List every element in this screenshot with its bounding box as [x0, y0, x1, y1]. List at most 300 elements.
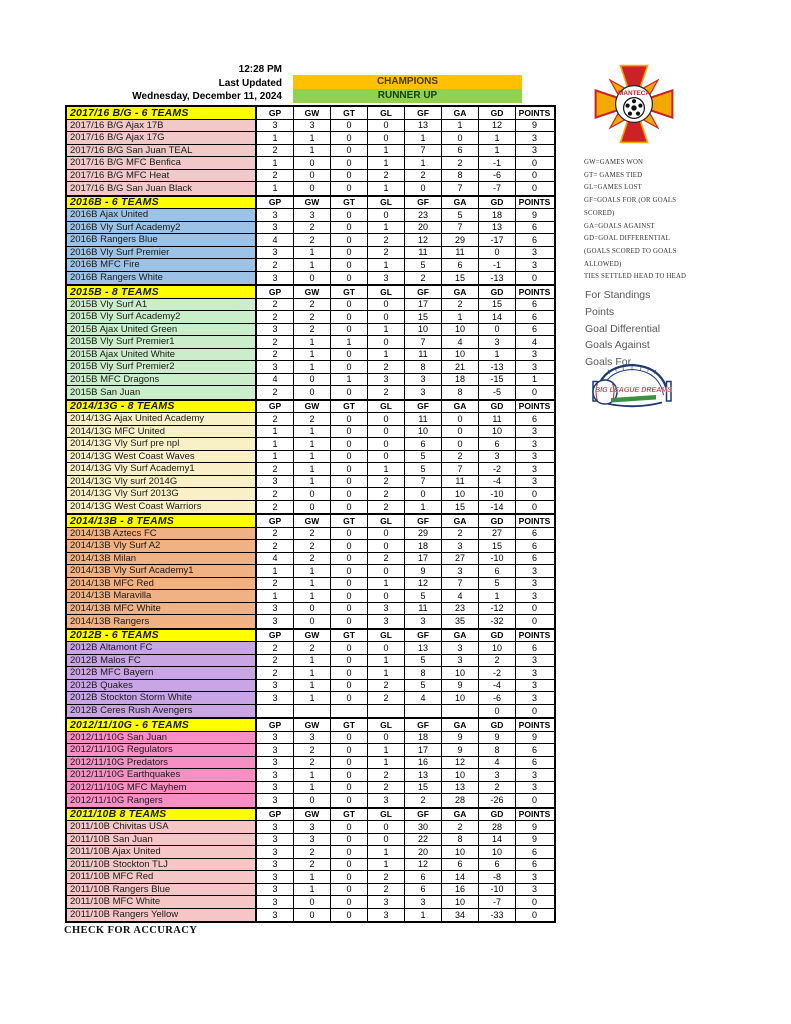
- updated-date: Wednesday, December 11, 2024: [132, 91, 282, 102]
- stat-cell: 0: [331, 528, 368, 540]
- team-name-cell: 2011/10B Ajax United: [67, 846, 257, 858]
- stat-cell: 2: [368, 361, 405, 373]
- stat-cell: -13: [479, 361, 516, 373]
- stat-cell: 10: [442, 846, 479, 858]
- stat-cell: 2: [294, 540, 331, 552]
- stat-cell: 0: [331, 222, 368, 234]
- stat-cell: 1: [294, 871, 331, 883]
- stat-cell: 0: [516, 501, 553, 514]
- legend-line: TIES SETTLED HEAD TO HEAD: [584, 273, 687, 281]
- stat-cell: 28: [479, 821, 516, 833]
- stat-cell: 0: [368, 821, 405, 833]
- division-title: 2012B - 6 TEAMS: [67, 630, 257, 642]
- stat-cell: 1: [294, 247, 331, 259]
- division-header-row: [67, 107, 554, 120]
- stat-cell: 0: [331, 451, 368, 463]
- team-row: [67, 846, 554, 859]
- stat-cell: -1: [479, 259, 516, 271]
- criteria-line: Goals Against: [585, 339, 650, 352]
- team-name-cell: 2011/10B MFC White: [67, 896, 257, 908]
- stat-cell: 10: [442, 349, 479, 361]
- column-header: GT: [331, 719, 368, 731]
- division-header-row: [67, 401, 554, 414]
- stat-cell: 16: [405, 757, 442, 769]
- stat-cell: 1: [368, 259, 405, 271]
- team-row: [67, 578, 554, 591]
- column-header: GW: [294, 719, 331, 731]
- stat-cell: 2: [405, 794, 442, 807]
- team-row: [67, 463, 554, 476]
- stat-cell: 2: [257, 578, 294, 590]
- team-row: [67, 234, 554, 247]
- team-row: [67, 744, 554, 757]
- stat-cell: -6: [479, 170, 516, 182]
- stat-cell: 29: [442, 234, 479, 246]
- column-header: GA: [442, 515, 479, 527]
- column-header: GP: [257, 107, 294, 119]
- column-header: GD: [479, 107, 516, 119]
- team-name-cell: 2017/16 B/G San Juan TEAL: [67, 145, 257, 157]
- stat-cell: 6: [479, 438, 516, 450]
- stat-cell: 9: [442, 680, 479, 692]
- team-name-cell: 2014/13B Milan: [67, 553, 257, 565]
- stat-cell: 9: [516, 120, 553, 132]
- stat-cell: 1: [294, 132, 331, 144]
- stat-cell: 2: [257, 642, 294, 654]
- stat-cell: 1: [294, 438, 331, 450]
- stat-cell: 0: [368, 209, 405, 221]
- stat-cell: 0: [368, 132, 405, 144]
- stat-cell: 1: [368, 655, 405, 667]
- team-name-cell: 2014/13G West Coast Warriors: [67, 501, 257, 514]
- stat-cell: 6: [516, 311, 553, 323]
- stat-cell: 2: [368, 488, 405, 500]
- stat-cell: 6: [516, 859, 553, 871]
- stat-cell: 3: [479, 451, 516, 463]
- stat-cell: 1: [405, 909, 442, 922]
- stat-cell: 5: [479, 578, 516, 590]
- column-header: GW: [294, 197, 331, 209]
- stat-cell: 5: [405, 655, 442, 667]
- stat-cell: 0: [294, 374, 331, 386]
- stat-cell: 10: [442, 488, 479, 500]
- stat-cell: 2: [294, 642, 331, 654]
- stat-cell: 6: [479, 565, 516, 577]
- stat-cell: 0: [368, 642, 405, 654]
- stat-cell: -26: [479, 794, 516, 807]
- team-row: [67, 782, 554, 795]
- stat-cell: 2: [294, 553, 331, 565]
- stat-cell: 2: [479, 655, 516, 667]
- team-row: [67, 120, 554, 133]
- team-name-cell: 2014/13G West Coast Waves: [67, 451, 257, 463]
- stat-cell: 1: [368, 578, 405, 590]
- stat-cell: 2: [368, 782, 405, 794]
- division-section: [65, 717, 556, 809]
- column-header: POINTS: [516, 401, 553, 413]
- stat-cell: 2: [294, 757, 331, 769]
- stat-cell: 3: [257, 361, 294, 373]
- stat-cell: 3: [294, 834, 331, 846]
- stat-cell: 4: [405, 692, 442, 704]
- stat-cell: 1: [405, 132, 442, 144]
- division-header-row: [67, 286, 554, 299]
- stat-cell: 4: [257, 374, 294, 386]
- stat-cell: 7: [405, 336, 442, 348]
- team-name-cell: 2012/11/10G Regulators: [67, 744, 257, 756]
- stat-cell: 1: [294, 349, 331, 361]
- team-row: [67, 361, 554, 374]
- stat-cell: 0: [368, 528, 405, 540]
- team-row: [67, 692, 554, 705]
- stat-cell: 3: [257, 324, 294, 336]
- stat-cell: 1: [294, 667, 331, 679]
- stat-cell: 0: [294, 603, 331, 615]
- stat-cell: 2: [257, 170, 294, 182]
- stat-cell: 0: [516, 182, 553, 195]
- stat-cell: 2: [368, 871, 405, 883]
- stat-cell: 0: [331, 578, 368, 590]
- stat-cell: 8: [405, 667, 442, 679]
- column-header: GP: [257, 197, 294, 209]
- stat-cell: 13: [405, 642, 442, 654]
- stat-cell: 15: [479, 299, 516, 311]
- stat-cell: 3: [257, 896, 294, 908]
- manteca-crest-logo: [594, 64, 674, 144]
- stat-cell: 11: [405, 603, 442, 615]
- stat-cell: 3: [294, 732, 331, 744]
- team-name-cell: 2016B Ajax United: [67, 209, 257, 221]
- stat-cell: 10: [442, 896, 479, 908]
- stat-cell: 0: [331, 145, 368, 157]
- stat-cell: 0: [331, 757, 368, 769]
- column-header: GF: [405, 719, 442, 731]
- team-name-cell: 2012B Altamont FC: [67, 642, 257, 654]
- team-row: [67, 209, 554, 222]
- column-header: POINTS: [516, 515, 553, 527]
- stat-cell: 0: [368, 540, 405, 552]
- column-header: POINTS: [516, 107, 553, 119]
- stat-cell: 3: [516, 451, 553, 463]
- team-row: [67, 565, 554, 578]
- stat-cell: 6: [405, 884, 442, 896]
- team-name-cell: 2016B Rangers White: [67, 272, 257, 285]
- stat-cell: 0: [294, 488, 331, 500]
- stat-cell: 2: [257, 259, 294, 271]
- column-header: GL: [368, 809, 405, 821]
- stat-cell: 1: [368, 222, 405, 234]
- column-header: GW: [294, 401, 331, 413]
- team-name-cell: 2014/13B Vly Surf A2: [67, 540, 257, 552]
- division-title: 2014/13B - 8 TEAMS: [67, 515, 257, 527]
- soccer-ball-icon: [624, 98, 645, 119]
- stat-cell: 11: [405, 349, 442, 361]
- stat-cell: 11: [405, 247, 442, 259]
- stat-cell: 3: [516, 426, 553, 438]
- stat-cell: 0: [331, 182, 368, 195]
- stat-cell: 0: [331, 259, 368, 271]
- stat-cell: 11: [442, 476, 479, 488]
- stat-cell: 1: [368, 744, 405, 756]
- column-header: GF: [405, 809, 442, 821]
- stat-cell: 1: [479, 145, 516, 157]
- stat-cell: 0: [331, 769, 368, 781]
- stat-cell: 13: [405, 769, 442, 781]
- stat-cell: 0: [368, 426, 405, 438]
- team-name-cell: 2015B Vly Surf Premier2: [67, 361, 257, 373]
- team-row: [67, 655, 554, 668]
- stat-cell: 2: [294, 744, 331, 756]
- stat-cell: 3: [257, 615, 294, 628]
- stat-cell: 3: [516, 692, 553, 704]
- stat-cell: 3: [516, 578, 553, 590]
- team-row: [67, 553, 554, 566]
- stat-cell: 0: [294, 896, 331, 908]
- team-name-cell: 2015B Vly Surf Premier1: [67, 336, 257, 348]
- stat-cell: 0: [331, 361, 368, 373]
- stat-cell: 2: [405, 272, 442, 285]
- team-row: [67, 247, 554, 260]
- column-header: GP: [257, 809, 294, 821]
- column-header: GD: [479, 197, 516, 209]
- stat-cell: 1: [294, 463, 331, 475]
- team-name-cell: 2015B Ajax United White: [67, 349, 257, 361]
- column-header: GT: [331, 630, 368, 642]
- stat-cell: 2: [368, 692, 405, 704]
- team-row: [67, 680, 554, 693]
- stat-cell: 2: [442, 157, 479, 169]
- team-row: [67, 603, 554, 616]
- team-row: [67, 311, 554, 324]
- stat-cell: 8: [442, 834, 479, 846]
- stat-cell: 0: [442, 426, 479, 438]
- division-header-row: [67, 515, 554, 528]
- stat-cell: 20: [405, 222, 442, 234]
- stat-cell: 6: [479, 859, 516, 871]
- team-row: [67, 299, 554, 312]
- stat-cell: [368, 705, 405, 718]
- team-name-cell: 2011/10B Rangers Blue: [67, 884, 257, 896]
- stat-cell: -14: [479, 501, 516, 514]
- stat-cell: 3: [516, 259, 553, 271]
- stat-cell: 1: [516, 374, 553, 386]
- stat-cell: 8: [405, 361, 442, 373]
- column-header: GT: [331, 286, 368, 298]
- stat-cell: 0: [331, 324, 368, 336]
- team-name-cell: 2016B Vly Surf Premier: [67, 247, 257, 259]
- column-header: GW: [294, 630, 331, 642]
- team-name-cell: 2014/13B Rangers: [67, 615, 257, 628]
- stat-cell: 2: [368, 501, 405, 514]
- stat-cell: 2: [405, 170, 442, 182]
- stat-cell: 3: [368, 615, 405, 628]
- stat-cell: 0: [331, 299, 368, 311]
- stat-cell: 2: [368, 680, 405, 692]
- stat-cell: 17: [405, 553, 442, 565]
- stat-cell: 0: [331, 170, 368, 182]
- division-section: [65, 195, 556, 287]
- team-name-cell: 2011/10B MFC Red: [67, 871, 257, 883]
- stat-cell: 3: [257, 692, 294, 704]
- legend-line: GA=GOALS AGAINST: [584, 222, 655, 230]
- stat-cell: 1: [294, 782, 331, 794]
- stat-cell: 0: [331, 413, 368, 425]
- column-header: GF: [405, 107, 442, 119]
- stat-cell: 6: [516, 528, 553, 540]
- stat-cell: 0: [294, 182, 331, 195]
- stat-cell: 16: [442, 884, 479, 896]
- stat-cell: 0: [442, 413, 479, 425]
- stat-cell: 1: [442, 311, 479, 323]
- team-name-cell: 2011/10B Rangers Yellow: [67, 909, 257, 922]
- stat-cell: 1: [294, 565, 331, 577]
- column-header: POINTS: [516, 630, 553, 642]
- stat-cell: 5: [405, 259, 442, 271]
- stat-cell: 1: [257, 565, 294, 577]
- stat-cell: 1: [257, 182, 294, 195]
- stat-cell: 11: [405, 413, 442, 425]
- stat-cell: 1: [479, 349, 516, 361]
- stat-cell: 3: [257, 222, 294, 234]
- stat-cell: 2: [368, 247, 405, 259]
- column-header: GF: [405, 630, 442, 642]
- stat-cell: -2: [479, 463, 516, 475]
- stat-cell: 0: [368, 438, 405, 450]
- stat-cell: 18: [479, 209, 516, 221]
- stat-cell: 14: [442, 871, 479, 883]
- stat-cell: -32: [479, 615, 516, 628]
- team-row: [67, 182, 554, 195]
- stat-cell: 3: [294, 821, 331, 833]
- stat-cell: -2: [479, 667, 516, 679]
- team-name-cell: 2016B Vly Surf Academy2: [67, 222, 257, 234]
- team-row: [67, 859, 554, 872]
- stat-cell: 29: [405, 528, 442, 540]
- stat-cell: 6: [516, 553, 553, 565]
- stat-cell: 18: [405, 540, 442, 552]
- stat-cell: 12: [405, 859, 442, 871]
- stat-cell: 1: [442, 120, 479, 132]
- stat-cell: 0: [516, 794, 553, 807]
- stat-cell: 0: [516, 170, 553, 182]
- division-section: [65, 284, 556, 401]
- stat-cell: 3: [257, 871, 294, 883]
- stat-cell: 4: [442, 590, 479, 602]
- team-row: [67, 324, 554, 337]
- stat-cell: 0: [442, 438, 479, 450]
- column-header: GL: [368, 197, 405, 209]
- stat-cell: 0: [331, 680, 368, 692]
- stat-cell: 1: [368, 757, 405, 769]
- stat-cell: 0: [331, 782, 368, 794]
- stat-cell: -33: [479, 909, 516, 922]
- stat-cell: 3: [257, 782, 294, 794]
- criteria-line: For Standings: [585, 289, 651, 301]
- stat-cell: 22: [405, 834, 442, 846]
- stat-cell: 0: [331, 438, 368, 450]
- team-name-cell: 2014/13G Vly surf 2014G: [67, 476, 257, 488]
- team-name-cell: 2014/13G Ajax United Academy: [67, 413, 257, 425]
- team-name-cell: 2015B Ajax United Green: [67, 324, 257, 336]
- column-header: GF: [405, 286, 442, 298]
- column-header: GA: [442, 401, 479, 413]
- team-row: [67, 896, 554, 909]
- column-header: GA: [442, 809, 479, 821]
- accuracy-note: CHECK FOR ACCURACY: [64, 925, 198, 936]
- column-header: GL: [368, 107, 405, 119]
- bld-label: BIG LEAGUE DREAMS: [594, 386, 673, 394]
- stat-cell: 0: [331, 871, 368, 883]
- stat-cell: 0: [331, 234, 368, 246]
- column-header: GL: [368, 719, 405, 731]
- column-header: GF: [405, 515, 442, 527]
- stat-cell: 5: [405, 680, 442, 692]
- team-name-cell: 2012B Ceres Rush Avengers: [67, 705, 257, 718]
- division-section: [65, 628, 556, 720]
- stat-cell: 3: [516, 680, 553, 692]
- stat-cell: 3: [479, 769, 516, 781]
- stat-cell: 9: [405, 565, 442, 577]
- stat-cell: 3: [516, 361, 553, 373]
- column-header: GD: [479, 630, 516, 642]
- stat-cell: 0: [294, 794, 331, 807]
- stat-cell: -6: [479, 692, 516, 704]
- division-header-row: [67, 809, 554, 822]
- team-name-cell: 2012B Quakes: [67, 680, 257, 692]
- stat-cell: 0: [368, 311, 405, 323]
- team-row: [67, 884, 554, 897]
- stat-cell: 0: [331, 426, 368, 438]
- stat-cell: 0: [331, 157, 368, 169]
- stat-cell: 0: [331, 590, 368, 602]
- team-row: [67, 259, 554, 272]
- division-title: 2015B - 8 TEAMS: [67, 286, 257, 298]
- team-row: [67, 170, 554, 183]
- stat-cell: 1: [294, 578, 331, 590]
- stat-cell: 3: [516, 884, 553, 896]
- stat-cell: 2: [257, 488, 294, 500]
- stat-cell: 6: [405, 438, 442, 450]
- column-header: GT: [331, 809, 368, 821]
- team-name-cell: 2012B MFC Bayern: [67, 667, 257, 679]
- stat-cell: 3: [405, 374, 442, 386]
- stat-cell: 2: [294, 859, 331, 871]
- stat-cell: 0: [479, 247, 516, 259]
- column-header: GW: [294, 809, 331, 821]
- stat-cell: 0: [331, 488, 368, 500]
- column-header: POINTS: [516, 719, 553, 731]
- stat-cell: 3: [442, 642, 479, 654]
- column-header: GP: [257, 401, 294, 413]
- column-header: GT: [331, 107, 368, 119]
- legend-line: GW=GAMES WON: [584, 159, 644, 166]
- stat-cell: 0: [331, 896, 368, 908]
- stat-cell: 2: [257, 311, 294, 323]
- stat-cell: 20: [405, 846, 442, 858]
- stat-cell: 6: [405, 871, 442, 883]
- column-header: GD: [479, 515, 516, 527]
- division-section: [65, 399, 556, 516]
- stat-cell: 1: [368, 846, 405, 858]
- stat-cell: 0: [331, 132, 368, 144]
- stat-cell: 1: [331, 374, 368, 386]
- column-header: GF: [405, 401, 442, 413]
- stat-cell: 0: [331, 476, 368, 488]
- stat-cell: 6: [516, 757, 553, 769]
- stat-cell: 10: [442, 692, 479, 704]
- stat-cell: 2: [257, 655, 294, 667]
- team-name-cell: 2014/13B MFC White: [67, 603, 257, 615]
